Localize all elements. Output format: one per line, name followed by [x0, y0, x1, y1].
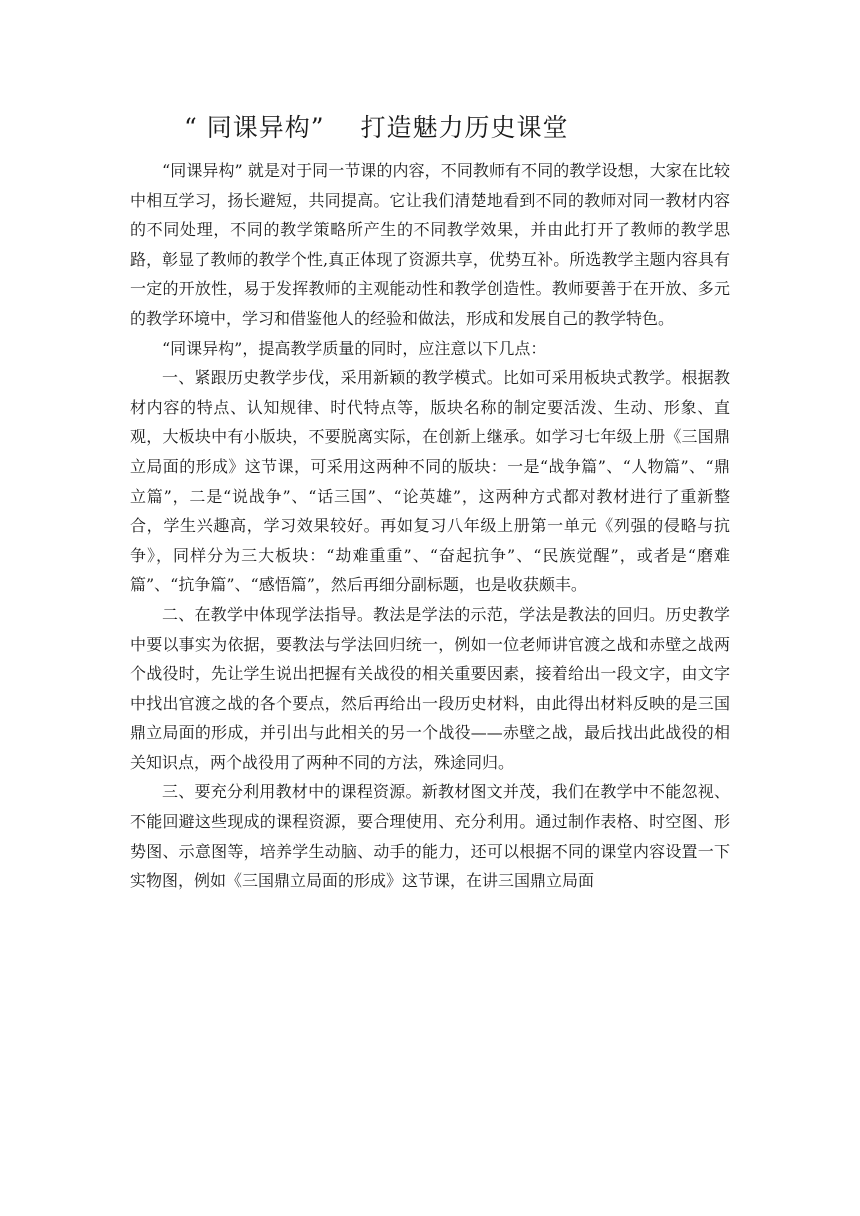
paragraph-point-3: 三、要充分利用教材中的课程资源。新教材图文并茂，我们在教学中不能忽视、不能回避这些现成的课程资源，要合理使用、充分利用。通过制作表格、时空图、形势图、示意图等，培养学生动脑、动手的能力，还可以根据不同的课堂内容设置一下实物图，例如《三国鼎立局面的形成》这节课，在讲三国鼎立局面 — [130, 782, 730, 891]
title-part-2: 打造魅力历史课堂 — [360, 113, 569, 142]
document-page — [130, 108, 730, 896]
paragraph-intro: “同课异构” 就是对于同一节课的内容，不同教师有不同的教学设想，大家在比较中相互学习，扬长避短，共同提高。它让我们清楚地看到不同的教师对同一教材内容的不同处理，不同的教学策略所产生的不同教学效果，并由此打开了教师的教学思路，彰显了教师的教学个性,真正体现了资源共享，优势互补。所选教学主题内容具有一定的开放性，易于发挥教师的主观能动性和教学创造性。教师要善于在开放、多元的教学环境中，学习和借鉴他人的经验和做法，形成和发展自己的教学特色。 — [130, 161, 730, 328]
paragraph-point-1: 一、紧跟历史教学步伐，采用新颖的教学模式。比如可采用板块式教学。根据教材内容的特点、认知规律、时代特点等，版块名称的制定要活泼、生动、形象、直观，大板块中有小版块，不要脱离实际，在创新上继承。如学习七年级上册《三国鼎立局面的形成》这节课，可采用这两种不同的版块：一是“战争篇”、“人物篇”、“鼎立篇”，二是“说战争”、“话三国”、“论英雄”，这两种方式都对教材进行了重新整合，学生兴趣高，学习效果较好。再如复习八年级上册第一单元《列强的侵略与抗争》，同样分为三大板块：“劫难重重”、“奋起抗争”、“民族觉醒”，或者是“磨难篇”、“抗争篇”、“感悟篇”，然后再细分副标题，也是收获颇丰。 — [130, 368, 730, 595]
document-title — [130, 108, 730, 148]
paragraph-point-2: 二、在教学中体现学法指导。教法是学法的示范，学法是教法的回归。历史教学中要以事实为依据，要教法与学法回归统一，例如一位老师讲官渡之战和赤壁之战两个战役时，先让学生说出把握有关战役的相关重要因素，接着给出一段文字，由文字中找出官渡之战的各个要点，然后再给出一段历史材料，由此得出材料反映的是三国鼎立局面的形成，并引出与此相关的另一个战役——赤壁之战，最后找出此战役的相关知识点，两个战役用了两种不同的方法，殊途同归。 — [130, 604, 730, 772]
paragraph-points-lead: “同课异构”，提高教学质量的同时，应注意以下几点： — [162, 338, 547, 358]
title-part-1: “ 同课异构” — [184, 113, 325, 142]
